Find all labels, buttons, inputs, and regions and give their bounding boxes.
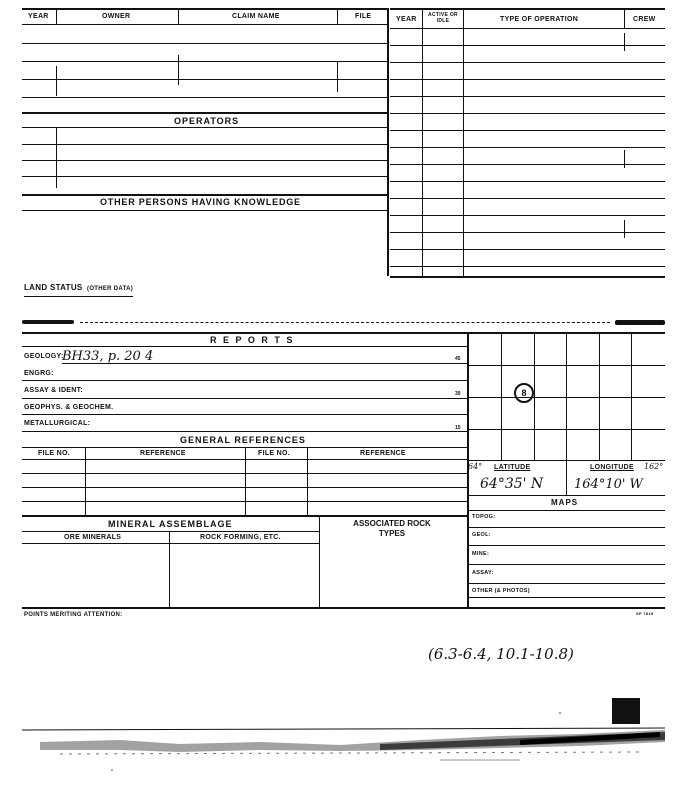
mineral-assemblage-heading: MINERAL ASSEMBLAGE xyxy=(108,519,233,529)
geology-value: BH33, p. 20 4 xyxy=(62,349,154,364)
form-number: SP 7818 xyxy=(636,611,654,616)
maps-assay: ASSAY: xyxy=(472,570,494,576)
maps-topog: TOPOG: xyxy=(472,514,496,520)
latitude-prefix: 64° xyxy=(468,462,483,471)
crew-header: CREW xyxy=(633,16,656,23)
rock-forming-header: ROCK FORMING, ETC. xyxy=(200,534,281,541)
handwritten-note: (6.3-6.4, 10.1-10.8) xyxy=(428,645,574,663)
latitude-label: LATITUDE xyxy=(494,464,531,471)
file-header: FILE xyxy=(355,13,372,20)
points-meriting-attention-label: POINTS MERITING ATTENTION: xyxy=(24,612,123,618)
general-references-heading: GENERAL REFERENCES xyxy=(180,435,306,445)
scale-number: 15 xyxy=(455,425,461,431)
maps-other-photos: OTHER (& PHOTOS) xyxy=(472,588,530,594)
maps-geol: GEOL: xyxy=(472,532,491,538)
metallurgical-label: METALLURGICAL: xyxy=(24,420,91,427)
reports-heading: R E P O R T S xyxy=(210,335,295,345)
file-no-header-1: FILE NO. xyxy=(38,450,70,457)
longitude-label: LONGITUDE xyxy=(590,464,634,471)
geology-label: GEOLOGY: xyxy=(24,353,64,360)
maps-heading: MAPS xyxy=(551,498,579,507)
associated-rock-types-header: ASSOCIATED ROCK TYPES xyxy=(353,519,431,538)
scan-artifact-band xyxy=(0,690,678,780)
file-no-header-2: FILE NO. xyxy=(258,450,290,457)
grid-location-mark: 8 xyxy=(514,383,534,403)
latitude-value: 64°35' N xyxy=(480,476,544,492)
operators-heading: OPERATORS xyxy=(174,116,240,126)
assay-ident-label: ASSAY & IDENT: xyxy=(24,387,84,394)
other-persons-heading: OTHER PERSONS HAVING KNOWLEDGE xyxy=(100,197,301,207)
type-of-operation-header: TYPE OF OPERATION xyxy=(500,16,579,23)
year-header: YEAR xyxy=(28,13,49,20)
longitude-value: 164°10' W xyxy=(574,477,643,492)
longitude-suffix: 162° xyxy=(644,462,664,471)
ops-year-header: YEAR xyxy=(396,16,417,23)
reference-header-2: REFERENCE xyxy=(360,450,406,457)
scale-number: 45 xyxy=(455,356,461,362)
scale-number: 30 xyxy=(455,391,461,397)
active-idle-header: ACTIVE OR IDLE xyxy=(428,12,458,24)
reference-header-1: REFERENCE xyxy=(140,450,186,457)
land-status-label: LAND STATUS (OTHER DATA) xyxy=(24,277,133,297)
maps-mine: MINE: xyxy=(472,551,490,557)
ore-minerals-header: ORE MINERALS xyxy=(64,534,122,541)
engrg-label: ENGRG: xyxy=(24,370,54,377)
geophys-geochem-label: GEOPHYS. & GEOCHEM. xyxy=(24,404,114,411)
claim-name-header: CLAIM NAME xyxy=(232,13,280,20)
owner-header: OWNER xyxy=(102,13,131,20)
